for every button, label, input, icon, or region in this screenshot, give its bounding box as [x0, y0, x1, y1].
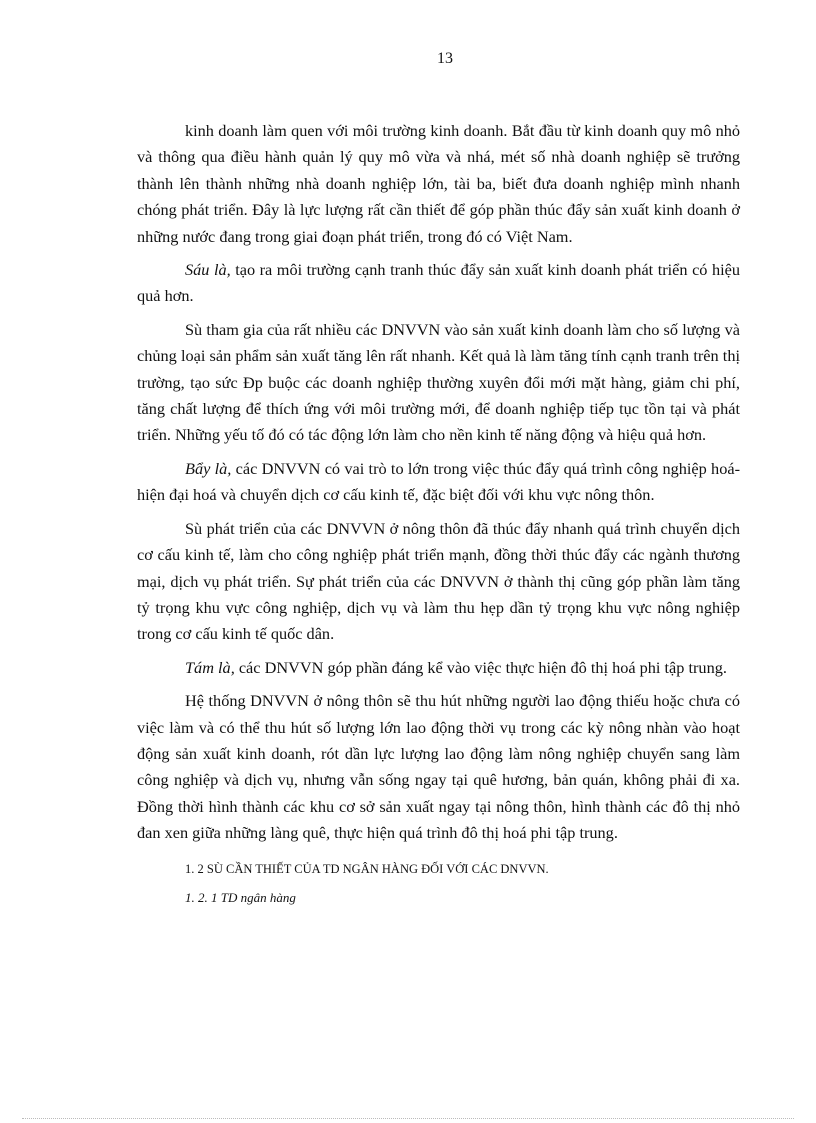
paragraph-text: Hệ thống DNVVN ở nông thôn sẽ thu hút những người lao động thiếu hoặc chưa có việc làm và có thể thu hút số lượng lớn lao động thời vụ trong các kỳ nông nhàn vào hoạt động sản xuất kinh doanh, rót dần lực lượng lao động làm nông nghiệp chuyển sang làm công nghiệp và dịch vụ, nhưng vẫn sống ngay tại quê hương, bản quán, không phải đi xa. Đồng thời hình thành các khu cơ sở sản xuất ngay tại nông thôn, hình thành các đô thị nhỏ đan xen giữa những làng quê, thực hiện quá trình đô thị hoá phi tập trung.	[137, 691, 740, 843]
paragraph-lead: Bẩy là,	[185, 458, 232, 478]
page-number: 13	[437, 50, 453, 67]
paragraph-lead: Tám là,	[185, 657, 235, 677]
paragraph-7	[137, 688, 740, 846]
paragraph-text: tạo ra môi trường cạnh tranh thúc đẩy sản xuất kinh doanh phát triển có hiệu quả hơn.	[137, 260, 740, 306]
paragraph-text: Sù tham gia của rất nhiều các DNVVN vào sản xuất kinh doanh làm cho số lượng và chủng loại sản phẩm sản xuất tăng lên rất nhanh. Kết quả là làm tăng tính cạnh tranh trên thị trường, tạo sức Ðp buộc các doanh nghiệp thường xuyên đổi mới mặt hàng, giảm chi phí, tăng chất lượng để thích ứng với môi trường mới, để doanh nghiệp tiếp tục tồn tại và phát triển. Những yếu tố đó có tác động lớn làm cho nền kinh tế năng động và hiệu quả hơn.	[137, 319, 740, 445]
paragraph-text: kinh doanh làm quen với môi trường kinh doanh. Bắt đầu từ kinh doanh quy mô nhỏ và thông qua điều hành quản lý quy mô vừa và nhá, mét số nhà doanh nghiệp sẽ trưởng thành lên thành những nhà doanh nghiệp lớn, tài ba, biết đưa doanh nghiệp mình nhanh chóng phát triển. Đây là lực lượng rất cần thiết để góp phần thúc đẩy sản xuất kinh doanh ở những nước đang trong giai đoạn phát triển, trong đó có Việt Nam.	[137, 121, 740, 246]
paragraph-4	[137, 456, 740, 509]
paragraph-5	[137, 516, 740, 648]
paragraph-text: các DNVVN có vai trò to lớn trong việc thúc đẩy quá trình công nghiệp hoá- hiện đại hoá và chuyển dịch cơ cấu kinh tế, đặc biệt đối với khu vực nông thôn.	[137, 458, 740, 505]
paragraph-1	[137, 118, 740, 250]
document-body	[137, 118, 740, 912]
paragraph-2	[137, 257, 740, 310]
paragraph-text: các DNVVN góp phần đáng kể vào việc thực hiện đô thị hoá phi tập trung.	[234, 657, 727, 677]
paragraph-6	[137, 655, 740, 681]
paragraph-lead: Sáu là,	[185, 260, 231, 280]
section-heading: 1. 2 SÙ CẦN THIẾT CỦA TD NGÂN HÀNG ĐỐI VỚI CÁC DNVVN.	[185, 861, 549, 876]
subsection-heading: 1. 2. 1 TD ngân hàng	[185, 889, 296, 905]
paragraph-text: Sù phát triển của các DNVVN ở nông thôn đã thúc đẩy nhanh quá trình chuyển dịch cơ cấu kinh tế, làm cho công nghiệp phát triển mạnh, đồng thời thúc đẩy các ngành thương mại, dịch vụ phát triển. Sự phát triển của các DNVVN ở thành thị cũng góp phần làm tăng tỷ trọng khu vực công nghiệp, dịch vụ và làm thu hẹp dần tỷ trọng khu vực nông nghiệp trong cơ cấu kinh tế quốc dân.	[137, 518, 740, 644]
paragraph-3	[137, 317, 740, 449]
page-bottom-divider	[22, 1118, 794, 1119]
